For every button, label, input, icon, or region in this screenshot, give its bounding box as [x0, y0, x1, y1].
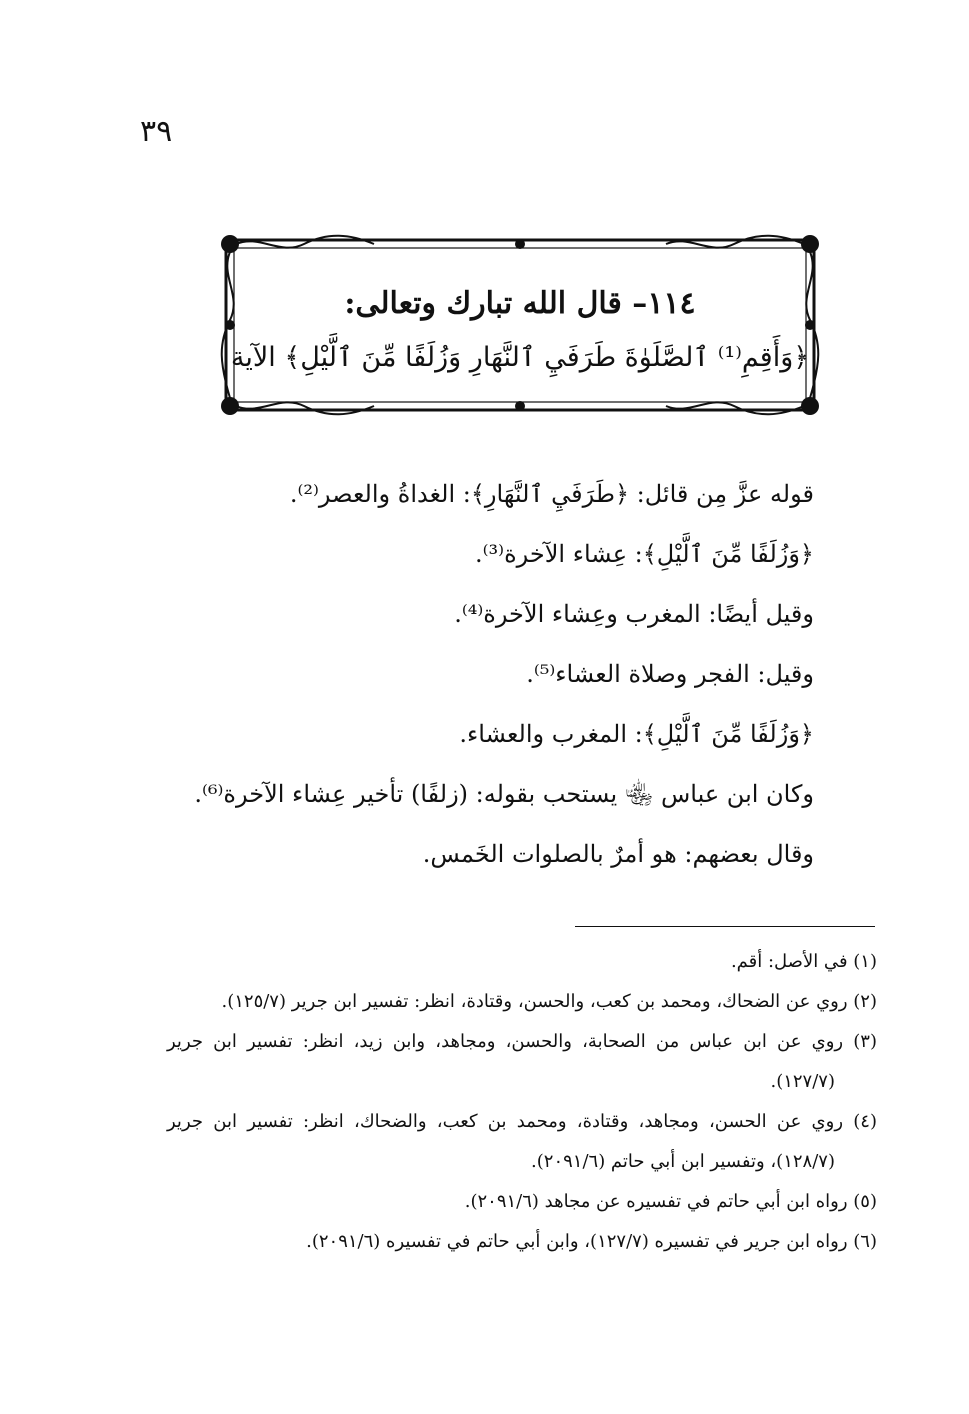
text-line-5: ﴿وَزُلَفًا مِّنَ ٱلَّيْلِ﴾: المغرب والعشاء.: [459, 720, 814, 748]
text-line-2: ﴿وَزُلَفًا مِّنَ ٱلَّيْلِ﴾: عِشاء الآخرة⁽³⁾.: [475, 540, 814, 568]
main-text: [154, 468, 814, 888]
footnote-2: (٢) روي عن الضحاك، ومحمد بن كعب، والحسن، وقتادة، انظر: تفسير ابن جرير (١٢٥/٧).: [221, 991, 877, 1012]
footnote-1: (١) في الأصل: أقم.: [730, 951, 877, 972]
footnote-5: (٥) رواه ابن أبي حاتم في تفسيره عن مجاهد (٢٠٩١/٦).: [464, 1191, 877, 1212]
text-line-4: وقيل: الفجر وصلاة العشاء⁽⁵⁾.: [526, 660, 814, 688]
text-line-7: وقال بعضهم: هو أمرٌ بالصلوات الخَمس.: [422, 840, 814, 868]
heading-box: [218, 232, 822, 418]
footnote-4: (٤) روي عن الحسن، ومجاهد، وقتادة، ومحمد بن كعب، والضحاك، انظر: تفسير ابن جرير (١٢٨/٧)، وتفسير ابن أبي حاتم (٢٠٩١/٦).: [167, 1111, 877, 1172]
footnotes: [167, 942, 877, 1262]
text-line-1: قوله عزَّ مِن قائل: ﴿طَرَفَيِ ٱلنَّهَارِ﴾: الغداةُ والعصر⁽²⁾.: [289, 480, 814, 508]
heading-title: ١١٤– قال الله تبارك وتعالى:: [344, 286, 696, 321]
heading-verse: ﴿وَأَقِمِ⁽¹⁾ ٱلصَّلَوٰةَ طَرَفَيِ ٱلنَّهَارِ وَزُلَفًا مِّنَ ٱلَّيْلِ﴾ الآية: [230, 342, 810, 373]
text-line-3: وقيل أيضًا: المغرب وعِشاء الآخرة⁽⁴⁾.: [454, 600, 814, 628]
page-number: ٣٩: [140, 114, 173, 149]
footnote-6: (٦) رواه ابن جرير في تفسيره (١٢٧/٧)، وابن أبي حاتم في تفسيره (٢٠٩١/٦).: [306, 1231, 877, 1252]
footnote-divider: [575, 926, 875, 927]
footnote-3: (٣) روي عن ابن عباس من الصحابة، والحسن، ومجاهد، وابن زيد، انظر: تفسير ابن جرير (١٢٧/٧).: [167, 1031, 877, 1092]
text-line-6: وكان ابن عباس ﵄ يستحب بقوله: (زلفًا) تأخير عِشاء الآخرة⁽⁶⁾.: [194, 780, 814, 808]
